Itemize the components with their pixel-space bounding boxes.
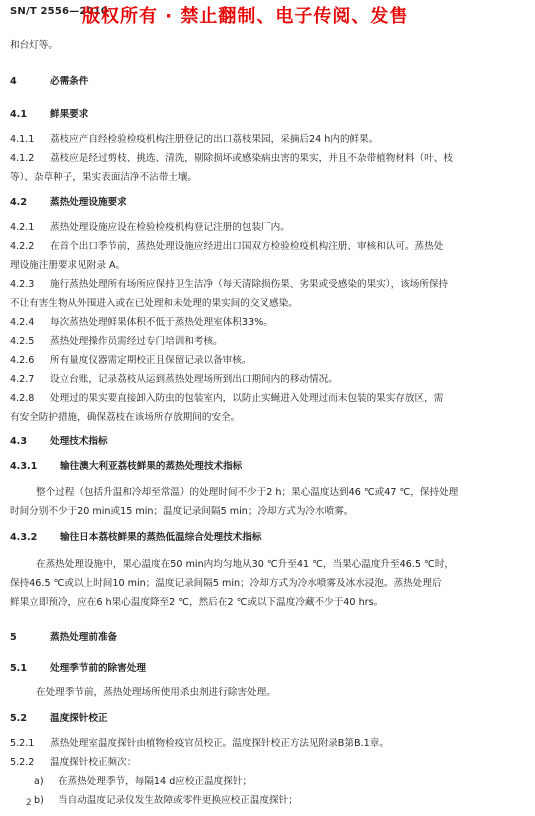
section-heading-4: 4 必需条件 [10, 76, 89, 87]
clause-continuation: 等）、杂草种子，果实表面洁净不沾带土壤。 [10, 172, 198, 183]
section-heading-5-1: 5.1 处理季节前的除害处理 [10, 663, 146, 674]
paragraph-line: 鲜果立即预冷，应在6 h果心温度降至2 ℃，然后在2 ℃或以下温度冷藏不少于40 hrs。 [10, 597, 384, 608]
section-heading-5: 5 蒸热处理前准备 [10, 632, 118, 643]
clause-4-2-7: 4.2.7 设立台账，记录荔枝从运到蒸热处理场所到出口期间内的移动情况。 [10, 374, 338, 385]
section-heading-4-3: 4.3 处理技术指标 [10, 436, 108, 447]
clause-4-2-4: 4.2.4 每次蒸热处理鲜果体积不低于蒸热处理室体积33%。 [10, 317, 273, 328]
clause-4-1-1: 4.1.1 荔枝应产自经检验检疫机构注册登记的出口荔枝果园，采摘后24 h内的鲜果。 [10, 134, 379, 145]
paragraph-line: 在蒸热处理设施中，果心温度在50 min内均匀地从30 ℃升至41 ℃，当果心温度升至46.5 ℃时， [36, 559, 455, 570]
document-id: SN/T 2556—2010 [10, 6, 108, 17]
list-item-a: a) 在蒸热处理季节，每隔14 d应校正温度探针； [34, 776, 253, 787]
clause-continuation: 有安全防护措施，确保荔枝在该场所存放期间的安全。 [10, 412, 241, 423]
clause-5-2-1: 5.2.1 蒸热处理室温度探针由植物检疫官员校正。温度探针校正方法见附录B第B.1章。 [10, 738, 389, 749]
clause-4-1-2: 4.1.2 荔枝应是经过剪枝、挑选、清洗，剔除损坏或感染病虫害的果实，并且不杂带植物材料（叶、枝 [10, 153, 453, 164]
section-heading-4-3-1: 4.3.1 输往澳大利亚荔枝鲜果的蒸热处理技术指标 [10, 461, 243, 472]
paragraph-line: 时间分别不少于20 min或15 min；温度记录间隔5 min；冷却方式为冷水喷雾。 [10, 506, 354, 517]
paragraph-line: 在处理季节前，蒸热处理场所使用杀虫剂进行除害处理。 [36, 687, 276, 698]
clause-4-2-2: 4.2.2 在首个出口季节前，蒸热处理设施应经进出口国双方检验检疫机构注册、审核和认可。蒸热处 [10, 241, 444, 252]
list-item-b: b) 当自动温度记录仪发生故障或零件更换应校正温度探针； [34, 795, 298, 806]
page-number: 2 [26, 798, 32, 808]
section-heading-4-1: 4.1 鲜果要求 [10, 109, 89, 120]
clause-4-2-5: 4.2.5 蒸热处理操作员需经过专门培训和考核。 [10, 336, 223, 347]
clause-4-2-6: 4.2.6 所有量度仪器需定期校正且保留记录以备审核。 [10, 355, 252, 366]
clause-5-2-2: 5.2.2 温度探针校正频次： [10, 757, 137, 768]
clause-4-2-8: 4.2.8 处理过的果实要直接卸入防虫的包装室内，以防止实蝇进入处理过而未包装的果实存放区，需 [10, 393, 444, 404]
paragraph-line: 保持46.5 ℃或以上时间10 min；温度记录间隔5 min；冷却方式为冷水喷雾及冰水浸泡。蒸热处理后 [10, 578, 442, 589]
copyright-watermark: 版权所有 · 禁止翻制、电子传阅、发售 [82, 6, 409, 27]
body-line: 和台灯等。 [10, 40, 58, 51]
section-heading-5-2: 5.2 温度探针校正 [10, 713, 108, 724]
clause-continuation: 理设施注册要求见附录 A。 [10, 260, 126, 271]
section-heading-4-3-2: 4.3.2 输往日本荔枝鲜果的蒸热低温综合处理技术指标 [10, 532, 262, 543]
section-heading-4-2: 4.2 蒸热处理设施要求 [10, 197, 127, 208]
clause-4-2-3: 4.2.3 施行蒸热处理所有场所应保持卫生洁净（每天清除损伤果、劣果或受感染的果实），该场所保持 [10, 279, 449, 290]
clause-4-2-1: 4.2.1 蒸热处理设施应设在检验检疫机构登记注册的包装厂内。 [10, 222, 290, 233]
clause-continuation: 不让有害生物从外围进入或在已处理和未处理的果实间的交叉感染。 [10, 298, 298, 309]
paragraph-line: 整个过程（包括升温和冷却至常温）的处理时间不少于2 h；果心温度达到46 ℃或47 ℃，保持处理 [36, 487, 459, 498]
